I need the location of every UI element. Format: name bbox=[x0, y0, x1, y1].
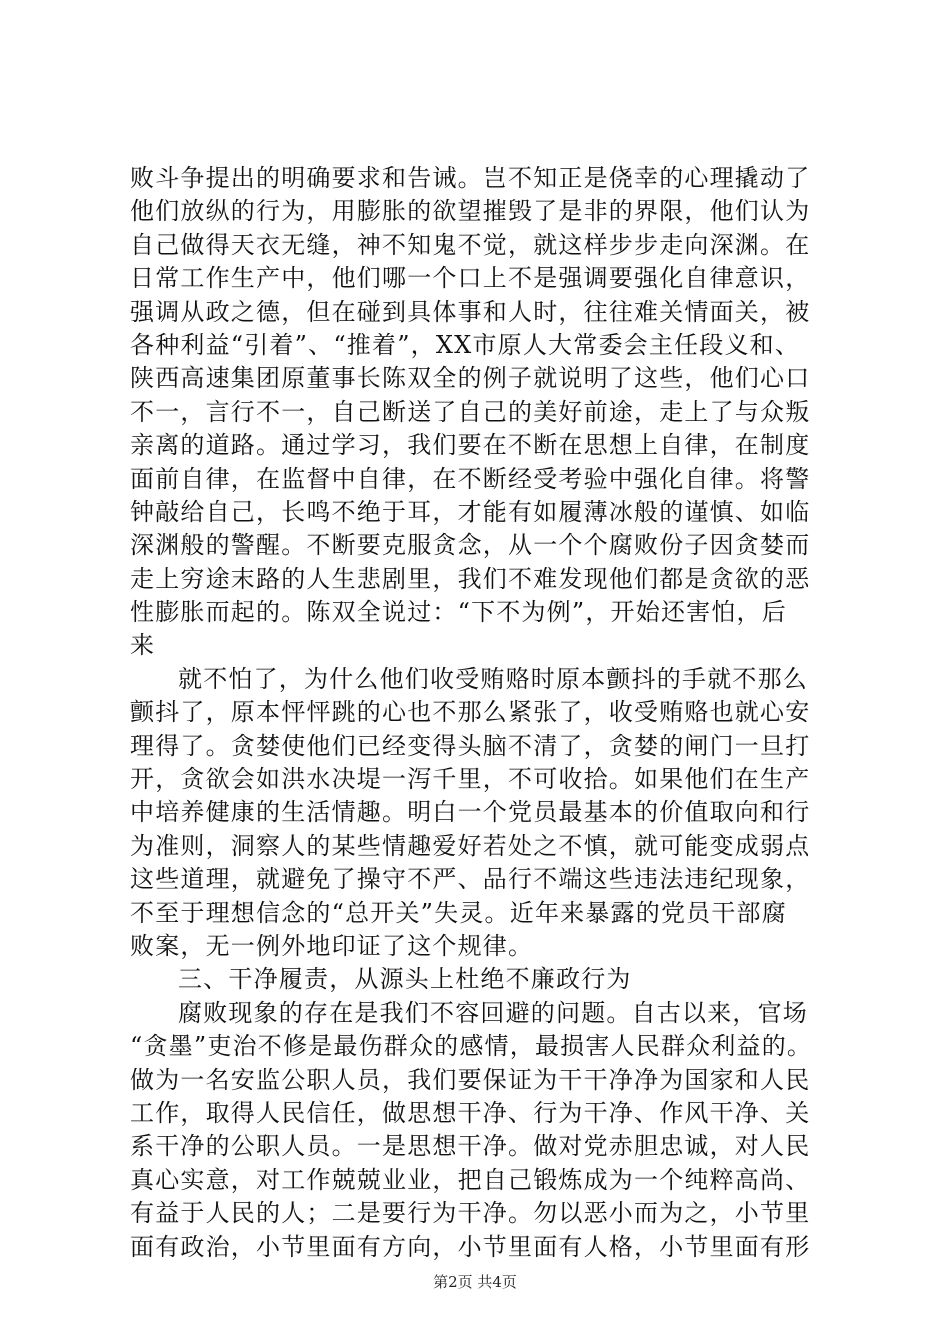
text-line: 开，贪欲会如洪水决堤一泻千里，不可收拾。如果他们在生产 bbox=[130, 765, 811, 794]
text-line: 他们放纵的行为，用膨胀的欲望摧毁了是非的界限，他们认为 bbox=[130, 197, 811, 226]
text-line: 各种利益“引着”、“推着”，XX市原人大常委会主任段义和、 bbox=[130, 330, 801, 359]
text-line: 性膨胀而起的。陈双全说过：“下不为例”，开始还害怕，后 bbox=[130, 598, 787, 627]
text-line: 有益于人民的人；二是要行为干净。勿以恶小而为之，小节里 bbox=[130, 1199, 811, 1228]
text-line: 工作，取得人民信任，做思想干净、行为干净、作风干净、关 bbox=[130, 1098, 811, 1127]
text-line: 深渊般的警醒。不断要克服贪念，从一个个腐败份子因贪婪而 bbox=[130, 531, 811, 560]
text-line: 钟敲给自己，长鸣不绝于耳，才能有如履薄冰般的谨慎、如临 bbox=[130, 497, 811, 526]
text-line: 做为一名安监公职人员，我们要保证为干干净净为国家和人民 bbox=[130, 1065, 811, 1094]
text-line: 陕西高速集团原董事长陈双全的例子就说明了这些，他们心口 bbox=[130, 364, 811, 393]
text-line: 走上穷途末路的人生悲剧里，我们不难发现他们都是贪欲的恶 bbox=[130, 564, 811, 593]
text-line: 强调从政之德，但在碰到具体事和人时，往往难关情面关，被 bbox=[130, 297, 811, 326]
text-line: 不一，言行不一，自己断送了自己的美好前途，走上了与众叛 bbox=[130, 397, 811, 426]
text-line: 日常工作生产中，他们哪一个口上不是强调要强化自律意识， bbox=[130, 264, 811, 293]
text-line: 中培养健康的生活情趣。明白一个党员最基本的价值取向和行 bbox=[130, 798, 811, 827]
document-body bbox=[130, 162, 830, 1264]
text-line: 自己做得天衣无缝，神不知鬼不觉，就这样步步走向深渊。在 bbox=[130, 230, 811, 259]
text-line: 面有政治，小节里面有方向，小节里面有人格，小节里面有形 bbox=[130, 1232, 811, 1261]
text-line: 理得了。贪婪使他们已经变得头脑不清了，贪婪的闸门一旦打 bbox=[130, 731, 811, 760]
text-line: 颤抖了，原本怦怦跳的心也不那么紧张了，收受贿赂也就心安 bbox=[130, 698, 811, 727]
text-line: 这些道理，就避免了操守不严、品行不端这些违法违纪现象， bbox=[130, 865, 811, 894]
text-line: 亲离的道路。通过学习，我们要在不断在思想上自律，在制度 bbox=[130, 431, 811, 460]
text-line: 三、干净履责，从源头上杜绝不廉政行为 bbox=[178, 965, 632, 994]
text-line: 面前自律，在监督中自律，在不断经受考验中强化自律。将警 bbox=[130, 464, 811, 493]
text-line: 败斗争提出的明确要求和告诫。岂不知正是侥幸的心理撬动了 bbox=[130, 164, 811, 192]
text-line: 腐败现象的存在是我们不容回避的问题。自古以来，官场 bbox=[178, 998, 808, 1027]
text-line: 来 bbox=[130, 631, 156, 660]
text-line: 系干净的公职人员。一是思想干净。做对党赤胆忠诚，对人民 bbox=[130, 1132, 811, 1161]
text-line: “贪墨”吏治不修是最伤群众的感情，最损害人民群众利益的。 bbox=[130, 1032, 813, 1061]
text-line: 为准则，洞察人的某些情趣爱好若处之不慎，就可能变成弱点 bbox=[130, 831, 811, 860]
text-line: 就不怕了，为什么他们收受贿赂时原本颤抖的手就不那么 bbox=[178, 664, 808, 693]
text-line: 不至于理想信念的“总开关”失灵。近年来暴露的党员干部腐 bbox=[130, 898, 787, 927]
text-line: 真心实意，对工作兢兢业业，把自己锻炼成为一个纯粹高尚、 bbox=[130, 1165, 811, 1194]
text-line: 败案，无一例外地印证了这个规律。 bbox=[130, 931, 534, 960]
page-footer: 第2页 共4页 bbox=[433, 1273, 517, 1291]
